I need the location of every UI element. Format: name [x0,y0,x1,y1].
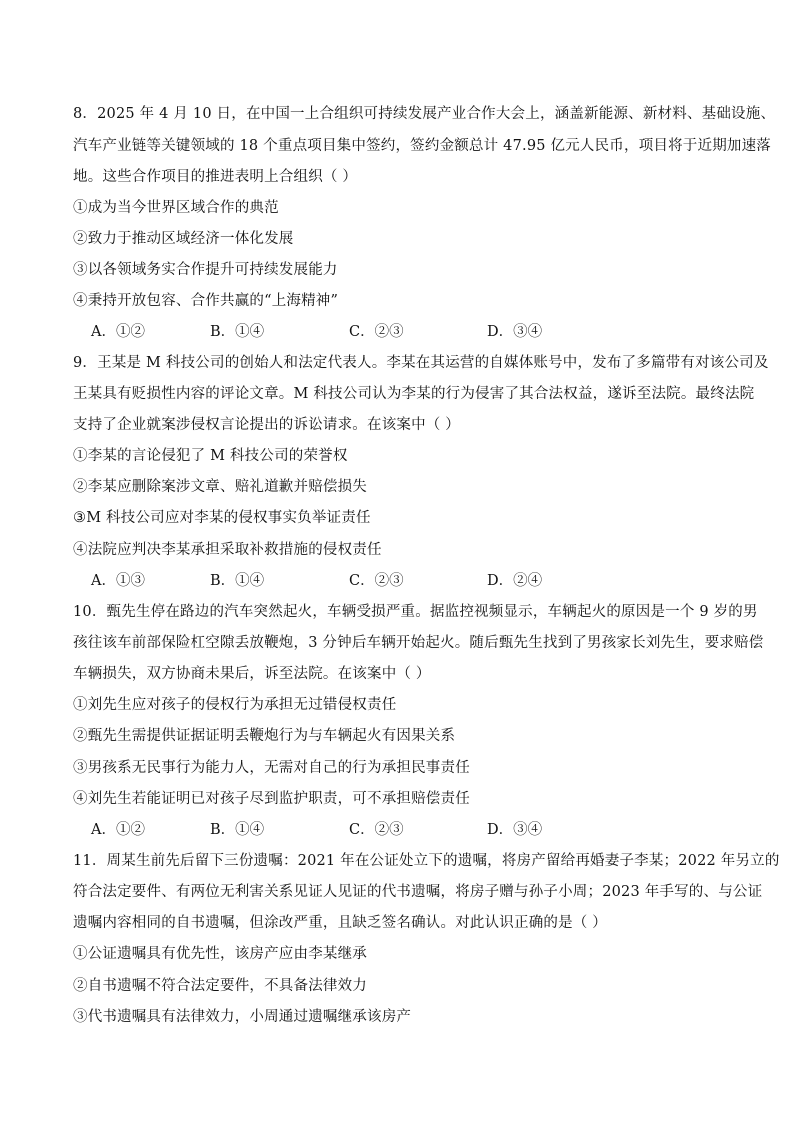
q10-stem-line-2: 孩往该车前部保险杠空隙丢放鞭炮，3 分钟后车辆开始起火。随后甄先生找到了男孩家长刘先生，要求赔偿 [73,635,764,651]
q10-option-b[interactable]: B．①④ [210,822,265,838]
q10-option-c[interactable]: C．②③ [349,822,404,838]
q8-option-c[interactable]: C．②③ [349,324,404,340]
q11-stem-line-3: 遗嘱内容相同的自书遗嘱，但涂改严重，且缺乏签名确认。对此认识正确的是（ ） [73,915,608,931]
q8-options [91,322,651,342]
q9-statement-2: ②李某应删除案涉文章、赔礼道歉并赔偿损失 [73,479,367,495]
q10-stem-line-1: 10．甄先生停在路边的汽车突然起火，车辆受损严重。据监控视频显示，车辆起火的原因是一个 9 岁的男 [73,604,758,620]
q9-option-c[interactable]: C．②③ [349,573,404,589]
q9-option-d[interactable]: D．②④ [487,573,543,589]
q8-statement-1: ①成为当今世界区域合作的典范 [73,200,279,216]
q9-option-a[interactable]: A．①③ [91,573,145,589]
q10-option-d[interactable]: D．③④ [487,822,543,838]
q11-stem-line-1: 11．周某生前先后留下三份遗嘱：2021 年在公证处立下的遗嘱，将房产留给再婚妻子李某；2022 年另立的 [73,853,780,869]
q9-stem-line-1: 9．王某是 M 科技公司的创始人和法定代表人。李某在其运营的自媒体账号中，发布了多篇带有对该公司及 [73,355,769,371]
q9-option-b[interactable]: B．①④ [210,573,265,589]
q8-stem-line-3: 地。这些合作项目的推进表明上合组织（ ） [73,169,358,185]
q8-statement-4: ④秉持开放包容、合作共赢的“上海精神” [73,293,339,309]
q8-statement-2: ②致力于推动区域经济一体化发展 [73,231,294,247]
q8-stem-line-2: 汽车产业链等关键领域的 18 个重点项目集中签约，签约金额总计 47.95 亿元人民币，项目将于近期加速落 [73,138,771,154]
q10-statement-4: ④刘先生若能证明已对孩子尽到监护职责，可不承担赔偿责任 [73,791,470,807]
q9-options [91,571,651,591]
q9-statement-3: ③M 科技公司应对李某的侵权事实负举证责任 [73,510,371,526]
q10-statement-3: ③男孩系无民事行为能力人，无需对自己的行为承担民事责任 [73,760,470,776]
q8-option-d[interactable]: D．③④ [487,324,543,340]
q11-stem-line-2: 符合法定要件、有两位无利害关系见证人见证的代书遗嘱，将房子赠与孙子小周；2023 年手写的、与公证 [73,884,763,900]
q10-statement-1: ①刘先生应对孩子的侵权行为承担无过错侵权责任 [73,697,397,713]
q11-statement-3: ③代书遗嘱具有法律效力，小周通过遗嘱继承该房产 [73,1009,412,1025]
q11-statement-1: ①公证遗嘱具有优先性，该房产应由李某继承 [73,946,367,962]
q10-stem-line-3: 车辆损失，双方协商未果后，诉至法院。在该案中（ ） [73,666,431,682]
q9-stem-line-2: 王某具有贬损性内容的评论文章。M 科技公司认为李某的行为侵害了其合法权益，遂诉至法院。最终法院 [73,386,755,402]
q8-statement-3: ③以各领域务实合作提升可持续发展能力 [73,262,338,278]
q8-option-a[interactable]: A．①② [91,324,145,340]
q10-options [91,820,651,840]
q9-stem-line-3: 支持了企业就案涉侵权言论提出的诉讼请求。在该案中（ ） [73,417,461,433]
q10-option-a[interactable]: A．①② [91,822,145,838]
q10-statement-2: ②甄先生需提供证据证明丢鞭炮行为与车辆起火有因果关系 [73,728,456,744]
q8-option-b[interactable]: B．①④ [210,324,265,340]
q8-stem-line-1: 8．2025 年 4 月 10 日，在中国一上合组织可持续发展产业合作大会上，涵盖新能源、新材料、基础设施、 [73,106,776,122]
q9-statement-1: ①李某的言论侵犯了 M 科技公司的荣誉权 [73,448,348,464]
q11-statement-2: ②自书遗嘱不符合法定要件，不具备法律效力 [73,978,367,994]
q9-statement-4: ④法院应判决李某承担采取补救措施的侵权责任 [73,542,382,558]
